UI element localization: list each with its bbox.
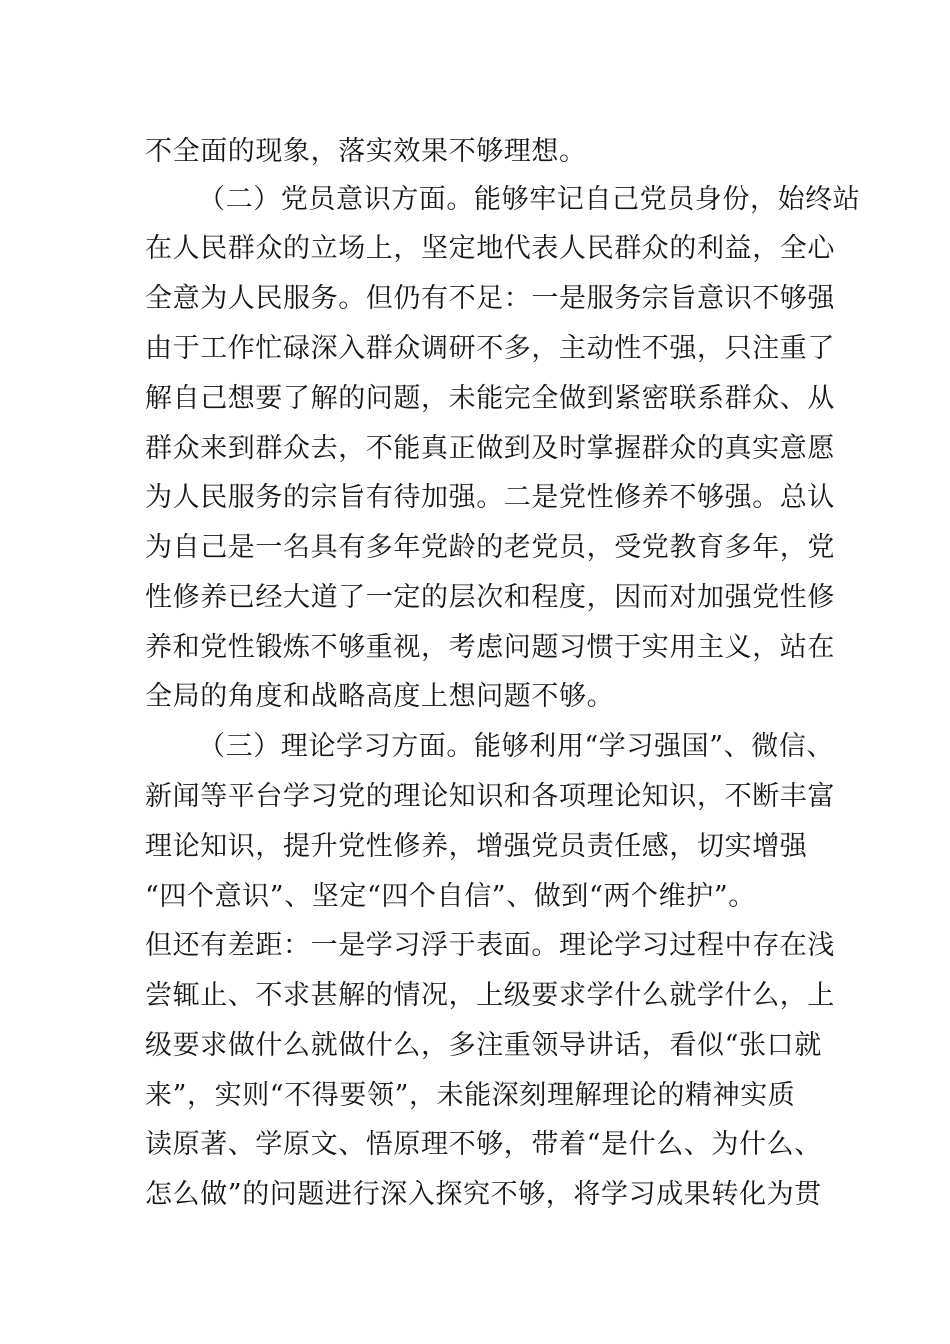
- text-line: 级要求做什么就做什么，多注重领导讲话，看似“张口就: [145, 1030, 822, 1061]
- text-line: 群众来到群众去，不能真正做到及时掌握群众的真实意愿: [145, 433, 835, 464]
- text-line: 由于工作忙碌深入群众调研不多，主动性不强，只注重了: [145, 333, 835, 364]
- text-line: 为人民服务的宗旨有待加强。二是党性修养不够强。总认: [145, 482, 835, 513]
- text-line: 全意为人民服务。但仍有不足：一是服务宗旨意识不够强: [145, 283, 835, 314]
- text-line: 尝辄止、不求甚解的情况，上级要求学什么就学什么，上: [145, 980, 835, 1011]
- text-line: 解自己想要了解的问题，未能完全做到紧密联系群众、从: [145, 383, 835, 414]
- text-line: 全局的角度和战略高度上想问题不够。: [145, 681, 615, 712]
- text-line: 怎么做”的问题进行深入探究不够，将学习成果转化为贯: [145, 1179, 822, 1210]
- text-line: 为自己是一名具有多年党龄的老党员，受党教育多年，党: [145, 532, 835, 563]
- paragraph-heading-line: （二）党员意识方面。能够牢记自己党员身份，始终站: [198, 184, 861, 215]
- text-line: “四个意识”、坚定“四个自信”、做到“两个维护”。: [145, 881, 756, 912]
- text-line: 读原著、学原文、悟原理不够，带着“是什么、为什么、: [145, 1129, 822, 1160]
- text-line: 新闻等平台学习党的理论知识和各项理论知识，不断丰富: [145, 781, 835, 812]
- paragraph-heading-line: （三）理论学习方面。能够利用“学习强国”、微信、: [198, 731, 835, 762]
- text-line: 不全面的现象，落实效果不够理想。: [145, 136, 587, 167]
- text-line: 在人民群众的立场上，坚定地代表人民群众的利益，全心: [145, 233, 835, 264]
- text-line: 理论知识，提升党性修养，增强党员责任感，切实增强: [145, 831, 808, 862]
- text-line: 养和党性锻炼不够重视，考虑问题习惯于实用主义，站在: [145, 632, 835, 663]
- text-line: 但还有差距：一是学习浮于表面。理论学习过程中存在浅: [145, 930, 835, 961]
- text-line: 来”，实则“不得要领”，未能深刻理解理论的精神实质: [145, 1080, 796, 1111]
- text-line: 性修养已经大道了一定的层次和程度，因而对加强党性修: [145, 582, 835, 613]
